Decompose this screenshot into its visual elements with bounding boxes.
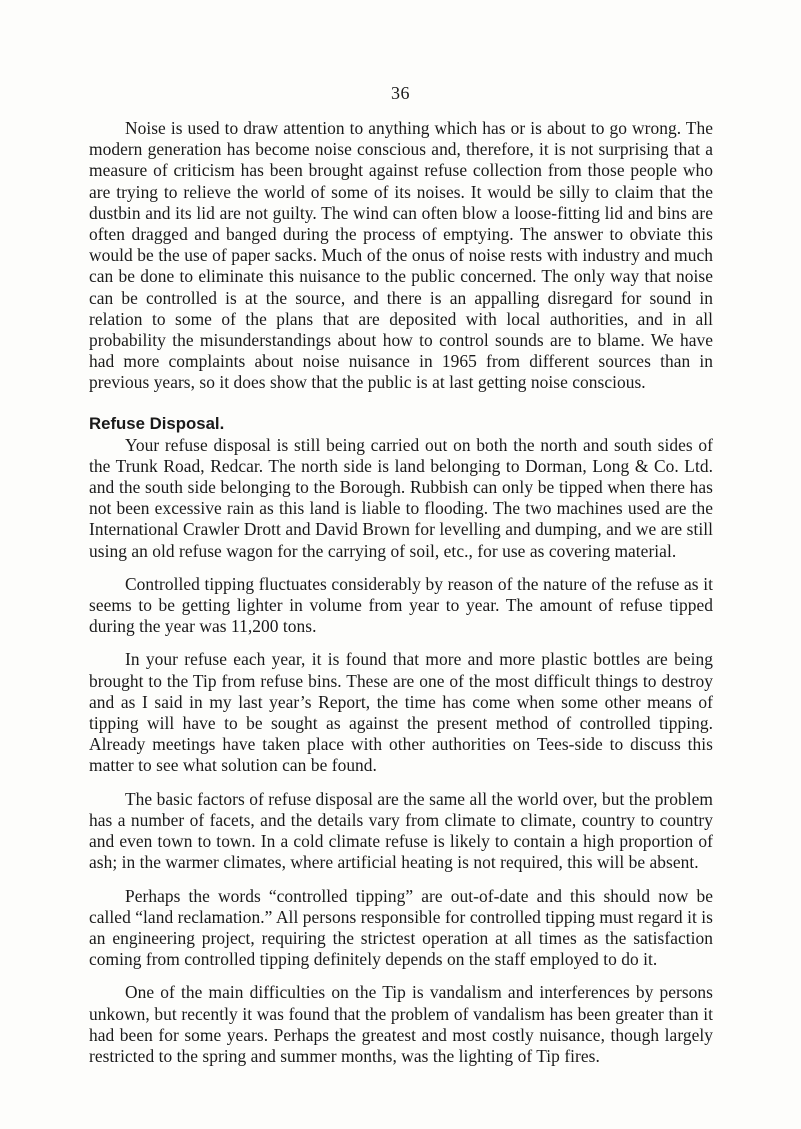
paragraph-refuse-disposal-site: Your refuse disposal is still being carried out on both the north and south sides of the Trunk Road, Redcar. The north side is land belonging to Dorman, Long & Co. Ltd. and the south side belonging to the Borough. Rubbish can only be tipped when there has not been excessive rain as this land is liable to flooding. The two machines used are the International Crawler Drott and David Brown for levelling and dumping, and we are still using an old refuse wagon for the carrying of soil, etc., for use as covering material. <box>89 434 713 561</box>
page-number: 36 <box>391 83 410 103</box>
page-body <box>89 118 713 1067</box>
paragraph-land-reclamation: Perhaps the words “controlled tipping” are out-of-date and this should now be called “land reclamation.” All persons responsible for controlled tipping must regard it is an engineering project, requiring the strictest operation at all times as the satisfaction coming from controlled tipping definitely depends on the staff employed to do it. <box>89 885 713 970</box>
section-heading-refuse-disposal: Refuse Disposal. <box>89 413 225 433</box>
paragraph-vandalism: One of the main difficulties on the Tip is vandalism and interferences by persons unkown, but recently it was found that the problem of vandalism has been greater than it had been for some years. Perhaps the greatest and most costly nuisance, though largely restricted to the spring and summer months, was the lighting of Tip fires. <box>89 982 713 1066</box>
paragraph-plastic-bottles: In your refuse each year, it is found that more and more plastic bottles are being brought to the Tip from refuse bins. These are one of the most difficult things to destroy and as I said in my last year’s Report, the time has come when some other means of tipping will have to be sought as against the present method of controlled tipping. Already meetings have taken place with other authorities on Tees-side to discuss this matter to see what solution can be found. <box>89 649 713 776</box>
paragraph-noise: Noise is used to draw attention to anything which has or is about to go wrong. The modern generation has become noise conscious and, therefore, it is not surprising that a measure of criticism has been brought against refuse collection from those people who are trying to relieve the world of some of its noises. It would be silly to claim that the dustbin and its lid are not guilty. The wind can often blow a loose-fitting lid and bins are often dragged and banged during the process of emptying. The answer to obviate this would be the use of paper sacks. Much of the onus of noise rests with industry and much can be done to eliminate this nuisance to the public concerned. The only way that noise can be controlled is at the source, and there is an appalling disregard for sound in relation to some of the plans that are deposited with local authorities, and in all probability the misunderstandings about how to control sounds are to blame. We have had more complaints about noise nuisance in 1965 from different sources than in previous years, so it does show that the public is at last getting noise conscious. <box>89 118 713 393</box>
paragraph-basic-factors: The basic factors of refuse disposal are the same all the world over, but the problem has a number of facets, and the details vary from climate to climate, country to country and even town to town. In a cold climate refuse is likely to contain a high proportion of ash; in the warmer climates, where artificial heating is not required, this will be absent. <box>89 788 713 873</box>
paragraph-controlled-tipping: Controlled tipping fluctuates considerably by reason of the nature of the refuse as it seems to be getting lighter in volume from year to year. The amount of refuse tipped during the year was 11,200 tons. <box>89 573 713 637</box>
